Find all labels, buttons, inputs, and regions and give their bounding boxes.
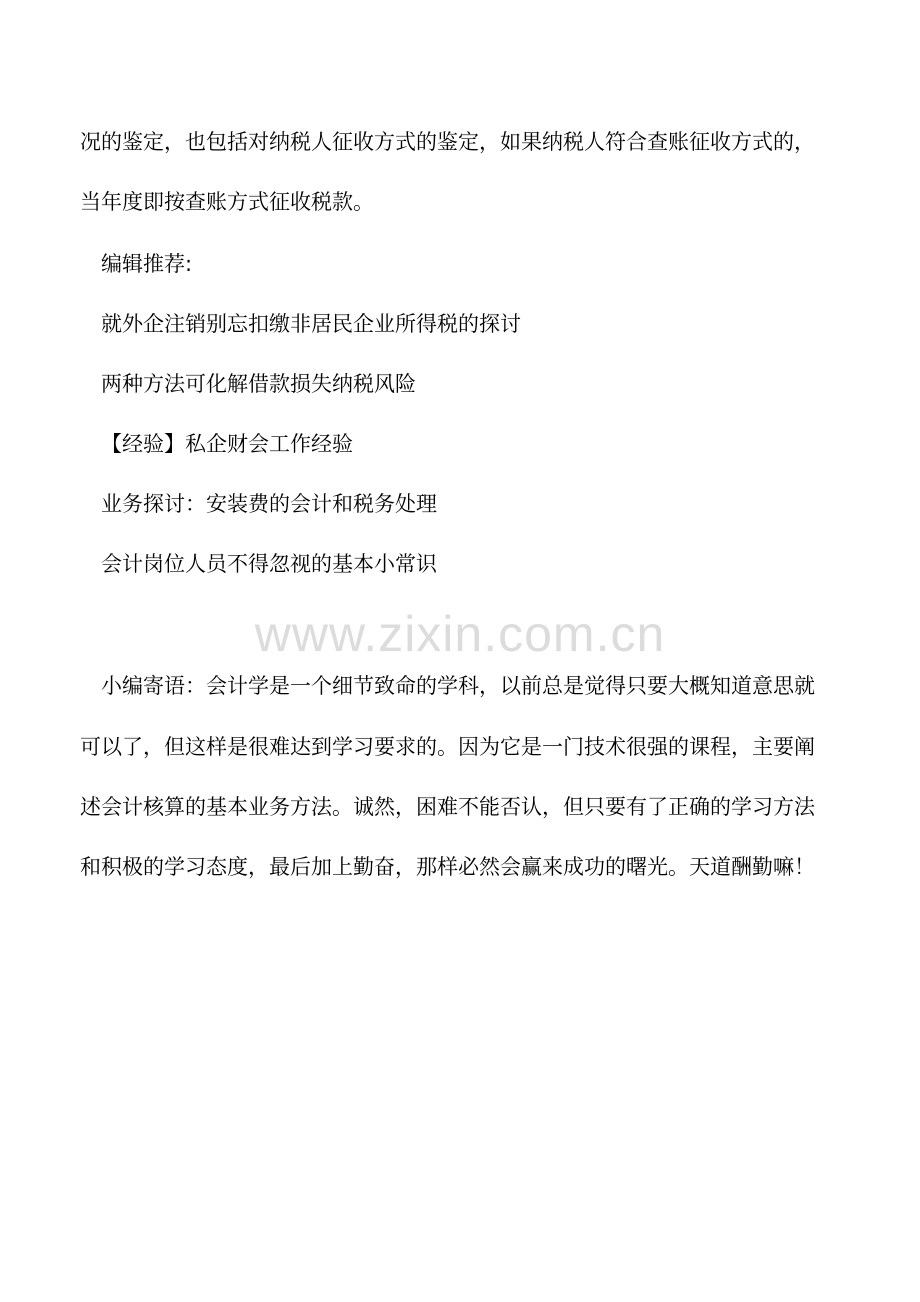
closing-line: 述会计核算的基本业务方法。诚然，困难不能否认，但只要有了正确的学习方法 [80,795,815,819]
paragraph-line: 况的鉴定，也包括对纳税人征收方式的鉴定，如果纳税人符合查账征收方式的， [80,130,815,154]
recommend-link[interactable]: 就外企注销别忘扣缴非居民企业所得税的探讨 [101,312,521,336]
paragraph-line: 当年度即按查账方式征收税款。 [80,190,374,214]
recommend-link[interactable]: 业务探讨：安装费的会计和税务处理 [101,492,437,516]
closing-line: 可以了，但这样是很难达到学习要求的。因为它是一门技术很强的课程，主要阐 [80,735,815,759]
closing-line: 和积极的学习态度，最后加上勤奋，那样必然会赢来成功的曙光。天道酬勤嘛！ [80,855,815,879]
recommend-link[interactable]: 两种方法可化解借款损失纳税风险 [101,372,416,396]
recommend-link[interactable]: 【经验】私企财会工作经验 [101,432,353,456]
recommend-link[interactable]: 会计岗位人员不得忽视的基本小常识 [101,552,437,576]
recommend-heading: 编辑推荐: [101,252,193,276]
watermark: www.zixin.com.cn [254,606,666,662]
closing-line: 小编寄语：会计学是一个细节致命的学科，以前总是觉得只要大概知道意思就 [101,674,815,698]
